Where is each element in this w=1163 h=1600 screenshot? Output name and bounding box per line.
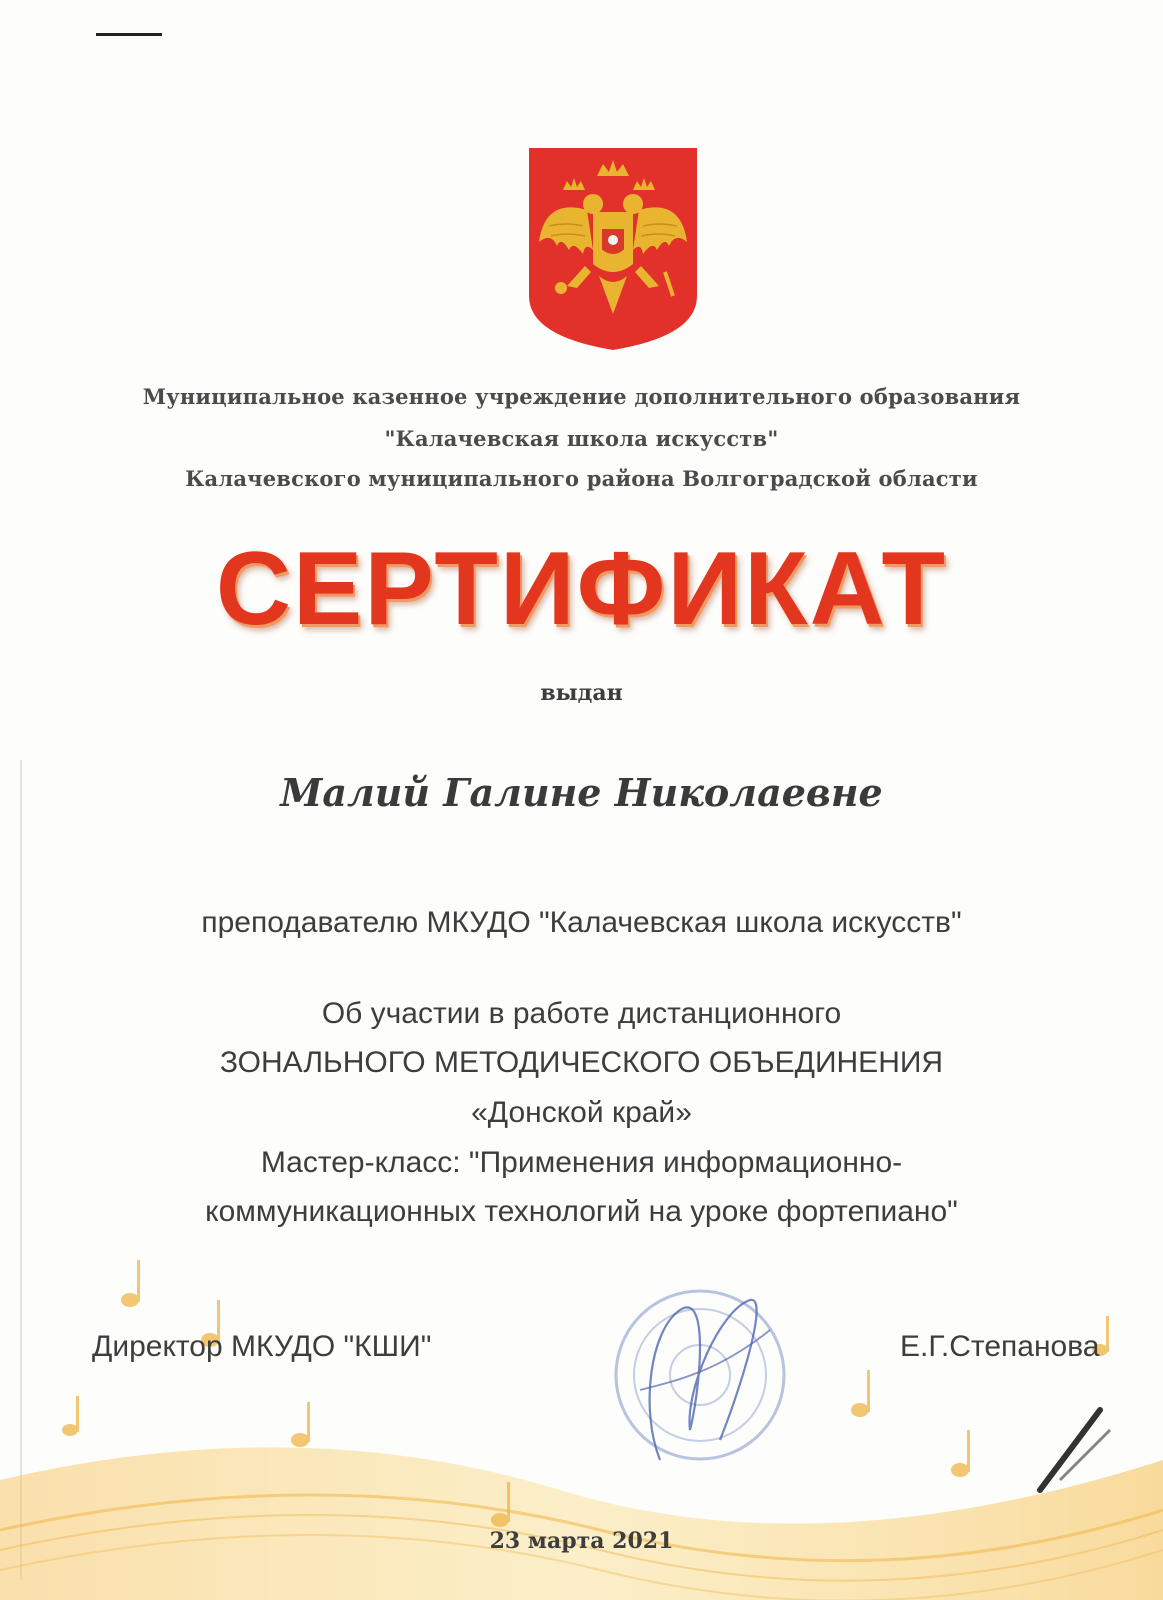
description-line-2: ЗОНАЛЬНОГО МЕТОДИЧЕСКОГО ОБЪЕДИНЕНИЯ: [219, 1046, 944, 1079]
corner-dash-mark: [96, 33, 162, 36]
description-line-4: Мастер-класс: "Применения информационно-: [260, 1146, 903, 1179]
pen-mark-icon: [1030, 1390, 1120, 1500]
org-line-1: Муниципальное казенное учреждение дополнительного образования: [142, 384, 1021, 409]
russian-coat-of-arms-emblem-icon: [527, 146, 699, 352]
certificate-title: СЕРТИФИКАТ: [215, 531, 948, 647]
org-line-3: Калачевского муниципального района Волгоградской области: [185, 466, 978, 491]
org-line-2: "Калачевская школа искусств": [384, 426, 779, 451]
recipient-name: Малий Галине Николаевне: [280, 770, 883, 815]
recipient-position: преподавателю МКУДО "Калачевская школа искусств": [201, 906, 962, 939]
description-line-5: коммуникационных технологий на уроке фортепиано": [205, 1195, 958, 1228]
description-line-3: «Донской край»: [471, 1096, 692, 1129]
director-name: Е.Г.Степанова: [900, 1330, 1100, 1363]
director-signature-icon: [600, 1270, 810, 1470]
description-line-1: Об участии в работе дистанционного: [321, 997, 842, 1030]
issue-date: 23 марта 2021: [489, 1528, 674, 1554]
director-role: Директор МКУДО "КШИ": [92, 1330, 432, 1363]
issued-label: выдан: [540, 680, 623, 706]
certificate-title-wrap: [0, 530, 1163, 649]
